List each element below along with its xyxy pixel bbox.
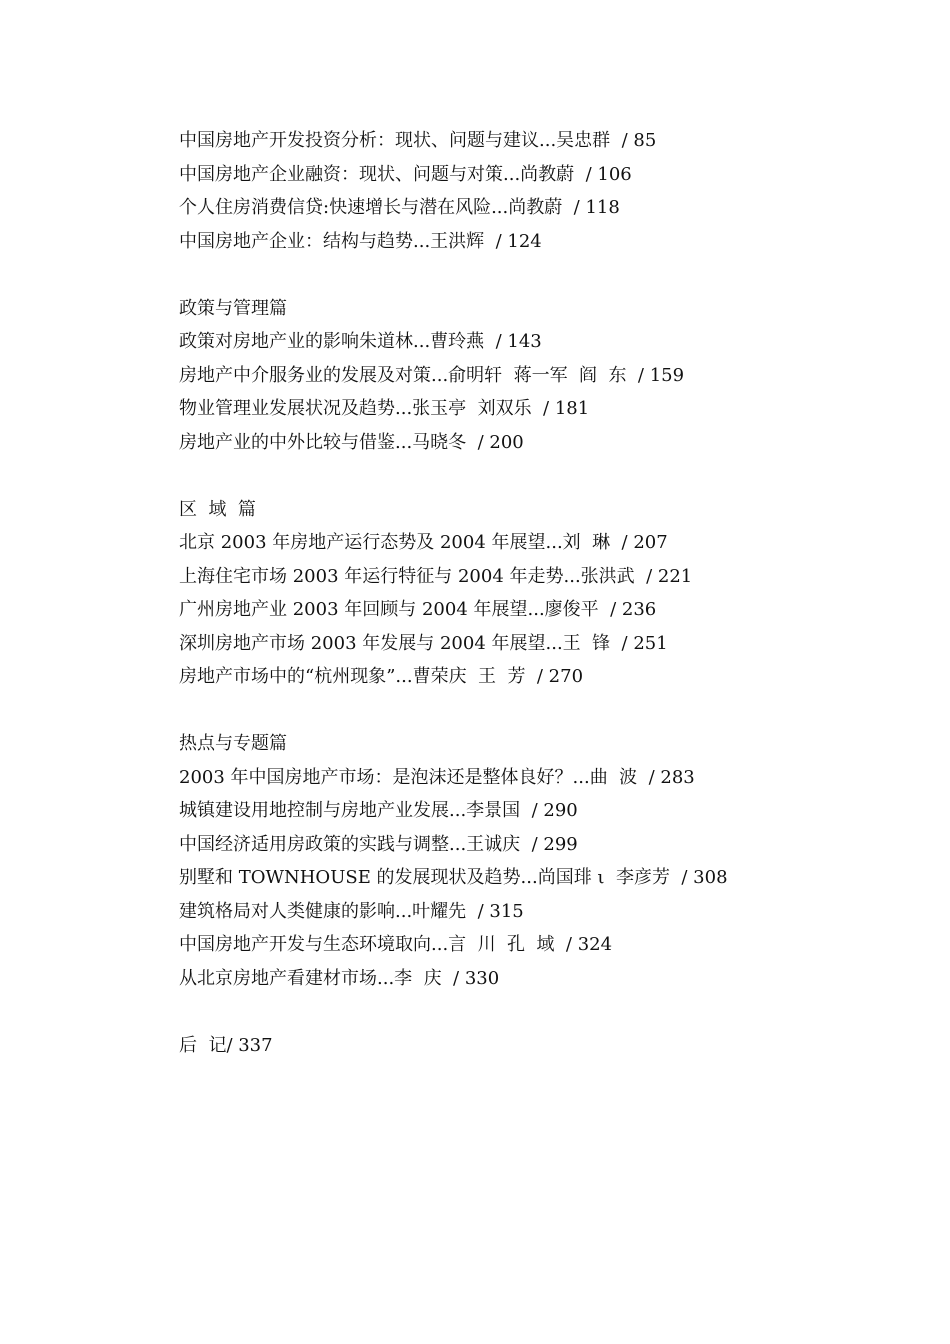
toc-entry: 房地产业的中外比较与借鉴...马晓冬 / 200 bbox=[179, 431, 524, 453]
toc-entry: 政策对房地产业的影响朱道林...曹玲燕 / 143 bbox=[179, 331, 542, 352]
toc-entry: 房地产中介服务业的发展及对策...俞明轩 蒋一军 阎 东 / 159 bbox=[179, 364, 685, 386]
toc-section-1 bbox=[179, 124, 899, 258]
toc-entry: 别墅和 TOWNHOUSE 的发展现状及趋势...尚国琲 ι 李彦芳 / 308 bbox=[179, 867, 728, 888]
toc-entry: 房地产市场中的“杭州现象”...曹荣庆 王 芳 / 270 bbox=[179, 666, 584, 687]
section-heading: 政策与管理篇 bbox=[179, 297, 287, 319]
toc-section-policy bbox=[179, 292, 899, 460]
toc-entry: 北京 2003 年房地产运行态势及 2004 年展望...刘 琳 / 207 bbox=[179, 532, 668, 553]
toc-entry: 中国房地产企业：结构与趋势...王洪辉 / 124 bbox=[179, 230, 542, 252]
toc-section-hotspot bbox=[179, 727, 899, 995]
toc-section-region bbox=[179, 493, 899, 694]
toc-entry: 2003 年中国房地产市场：是泡沫还是整体良好？...曲 波 / 283 bbox=[179, 766, 695, 788]
toc-entry: 建筑格局对人类健康的影响...叶耀先 / 315 bbox=[179, 900, 524, 922]
toc-entry: 上海住宅市场 2003 年运行特征与 2004 年走势...张洪武 / 221 bbox=[179, 565, 693, 587]
toc-entry: 中国房地产企业融资：现状、问题与对策...尚教蔚 / 106 bbox=[179, 163, 632, 185]
toc-entry: 城镇建设用地控制与房地产业发展...李景国 / 290 bbox=[179, 800, 578, 821]
toc-entry: 中国房地产开发投资分析：现状、问题与建议...吴忠群 / 85 bbox=[179, 130, 657, 151]
toc-entry: 个人住房消费信贷:快速增长与潜在风险...尚教蔚 / 118 bbox=[179, 197, 620, 218]
toc-entry: 中国经济适用房政策的实践与调整...王诚庆 / 299 bbox=[179, 833, 578, 855]
toc-entry: 深圳房地产市场 2003 年发展与 2004 年展望...王 锋 / 251 bbox=[179, 632, 668, 654]
table-of-contents bbox=[179, 124, 899, 1096]
toc-entry-afterword: 后 记/ 337 bbox=[179, 1034, 273, 1056]
toc-entry: 从北京房地产看建材市场...李 庆 / 330 bbox=[179, 967, 500, 989]
toc-entry: 广州房地产业 2003 年回顾与 2004 年展望...廖俊平 / 236 bbox=[179, 599, 657, 620]
toc-entry: 物业管理业发展状况及趋势...张玉亭 刘双乐 / 181 bbox=[179, 398, 590, 419]
section-heading: 区 域 篇 bbox=[179, 498, 256, 520]
section-heading: 热点与专题篇 bbox=[179, 733, 287, 754]
toc-entry: 中国房地产开发与生态环境取向...言 川 孔 域 / 324 bbox=[179, 934, 613, 955]
toc-section-afterword bbox=[179, 1029, 899, 1063]
